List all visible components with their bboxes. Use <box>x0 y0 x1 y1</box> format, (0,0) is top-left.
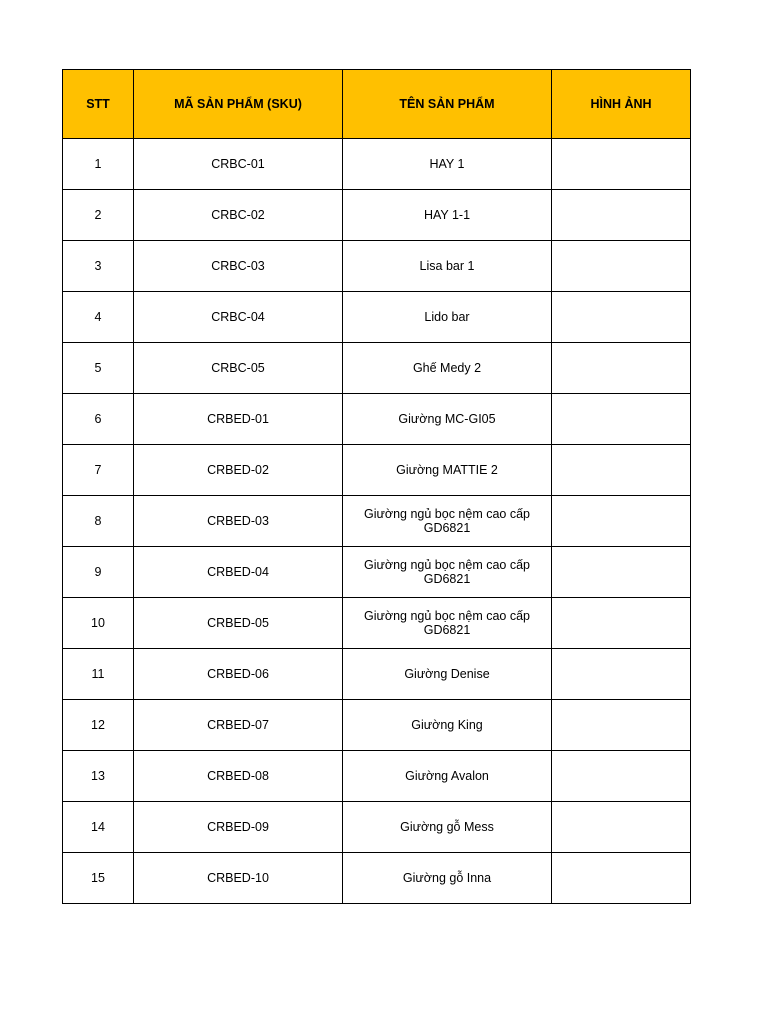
cell-image <box>552 343 691 394</box>
table-row <box>63 394 691 445</box>
cell-stt: 6 <box>63 394 134 445</box>
cell-image <box>552 598 691 649</box>
cell-sku: CRBC-04 <box>134 292 343 343</box>
table-row <box>63 241 691 292</box>
product-table-sheet <box>62 69 691 904</box>
cell-product-name: Giường Avalon <box>343 751 552 802</box>
cell-sku: CRBED-09 <box>134 802 343 853</box>
table-row <box>63 598 691 649</box>
cell-stt: 10 <box>63 598 134 649</box>
table-row <box>63 190 691 241</box>
cell-product-name: HAY 1 <box>343 139 552 190</box>
cell-image <box>552 547 691 598</box>
cell-product-name: Giường MATTIE 2 <box>343 445 552 496</box>
cell-product-name: Giường gỗ Inna <box>343 853 552 904</box>
cell-stt: 4 <box>63 292 134 343</box>
cell-stt: 8 <box>63 496 134 547</box>
cell-stt: 5 <box>63 343 134 394</box>
header-sku: MÃ SẢN PHẨM (SKU) <box>134 70 343 139</box>
table-row <box>63 496 691 547</box>
table-row <box>63 853 691 904</box>
cell-product-name: Giường Denise <box>343 649 552 700</box>
cell-product-name: Giường MC-GI05 <box>343 394 552 445</box>
cell-sku: CRBC-01 <box>134 139 343 190</box>
table-row <box>63 700 691 751</box>
cell-stt: 2 <box>63 190 134 241</box>
table-row <box>63 292 691 343</box>
cell-image <box>552 751 691 802</box>
cell-image <box>552 853 691 904</box>
cell-sku: CRBED-08 <box>134 751 343 802</box>
header-stt: STT <box>63 70 134 139</box>
table-row <box>63 547 691 598</box>
table-row <box>63 139 691 190</box>
cell-product-name: Giường gỗ Mess <box>343 802 552 853</box>
cell-sku: CRBED-07 <box>134 700 343 751</box>
header-image: HÌNH ẢNH <box>552 70 691 139</box>
cell-stt: 11 <box>63 649 134 700</box>
cell-sku: CRBED-03 <box>134 496 343 547</box>
cell-stt: 12 <box>63 700 134 751</box>
cell-sku: CRBED-10 <box>134 853 343 904</box>
cell-stt: 3 <box>63 241 134 292</box>
cell-image <box>552 802 691 853</box>
cell-product-name: Lido bar <box>343 292 552 343</box>
cell-image <box>552 394 691 445</box>
cell-image <box>552 139 691 190</box>
cell-sku: CRBED-02 <box>134 445 343 496</box>
table-row <box>63 751 691 802</box>
cell-sku: CRBED-01 <box>134 394 343 445</box>
cell-product-name: HAY 1-1 <box>343 190 552 241</box>
table-row <box>63 649 691 700</box>
cell-stt: 14 <box>63 802 134 853</box>
product-table <box>62 69 691 904</box>
cell-sku: CRBED-06 <box>134 649 343 700</box>
cell-product-name: Ghế Medy 2 <box>343 343 552 394</box>
cell-image <box>552 700 691 751</box>
cell-sku: CRBC-03 <box>134 241 343 292</box>
table-body <box>63 139 691 904</box>
cell-sku: CRBC-02 <box>134 190 343 241</box>
cell-image <box>552 292 691 343</box>
cell-product-name: Giường ngủ bọc nệm cao cấp GD6821 <box>343 547 552 598</box>
cell-product-name: Lisa bar 1 <box>343 241 552 292</box>
cell-image <box>552 241 691 292</box>
cell-product-name: Giường ngủ bọc nệm cao cấp GD6821 <box>343 496 552 547</box>
cell-stt: 1 <box>63 139 134 190</box>
cell-image <box>552 445 691 496</box>
table-row <box>63 445 691 496</box>
cell-stt: 15 <box>63 853 134 904</box>
cell-image <box>552 190 691 241</box>
header-product-name: TÊN SẢN PHẨM <box>343 70 552 139</box>
cell-sku: CRBED-04 <box>134 547 343 598</box>
cell-image <box>552 496 691 547</box>
cell-product-name: Giường ngủ bọc nệm cao cấp GD6821 <box>343 598 552 649</box>
header-row <box>63 70 691 139</box>
cell-stt: 9 <box>63 547 134 598</box>
cell-stt: 13 <box>63 751 134 802</box>
cell-sku: CRBED-05 <box>134 598 343 649</box>
cell-stt: 7 <box>63 445 134 496</box>
cell-sku: CRBC-05 <box>134 343 343 394</box>
cell-image <box>552 649 691 700</box>
table-row <box>63 343 691 394</box>
table-row <box>63 802 691 853</box>
cell-product-name: Giường King <box>343 700 552 751</box>
